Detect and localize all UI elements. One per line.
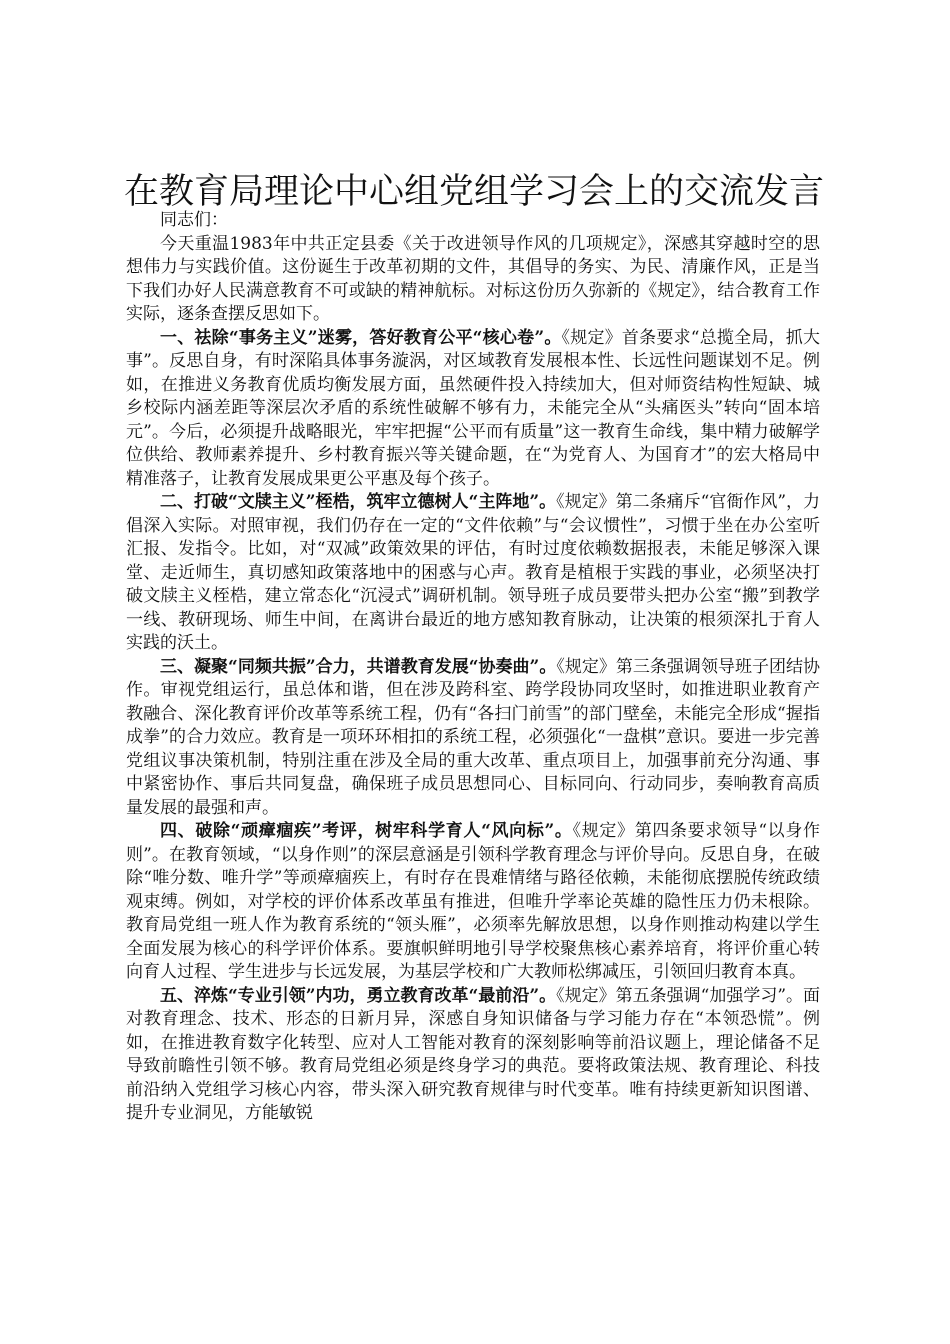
section-3-text: 《规定》第三条强调领导班子团结协作。审视党组运行，虽总体和谐，但在涉及跨科室、跨学段协同攻坚时，如推进职业教育产教融合、深化教育评价改革等系统工程，仍有“各扫门前雪”的部门壁垒，未能完全形成“握指成拳”的合力效应。教育是一项环环相扣的系统工程，必须强化“一盘棋”意识。要进一步完善党组议事决策机制，特别注重在涉及全局的重大改革、重点项目上，加强事前充分沟通、事中紧密协作、事后共同复盘，确保班子成员思想同心、目标同向、行动同步，奏响教育高质量发展的最强和声。 xyxy=(126,656,820,818)
section-4-heading: 四、破除“顽瘴痼疾”考评，树牢科学育人“风向标”。 xyxy=(160,821,573,841)
section-4-text: 《规定》第四条要求领导“以身作则”。在教育领域，“以身作则”的深层意涵是引领科学教育理念与评价导向。反思自身，在破除“唯分数、唯升学”等顽瘴痼疾上，有时存在畏难情绪与路径依赖，未能彻底摆脱传统政绩观束缚。例如，对学校的评价体系改革虽有推进，但唯升学率论英雄的隐性压力仍未根除。教育局党组一班人作为教育系统的“领头雁”，必须率先解放思想，以身作则推动构建以学生全面发展为核心的科学评价体系。要旗帜鲜明地引导学校聚焦核心素养培育，将评价重心转向育人过程、学生进步与长远发展，为基层学校和广大教师松绑减压，引领回归教育本真。 xyxy=(126,821,820,982)
section-5 xyxy=(126,985,820,1126)
section-1 xyxy=(126,327,820,492)
salutation: 同志们： xyxy=(160,210,228,230)
section-5-text: 《规定》第五条强调“加强学习”。面对教育理念、技术、形态的日新月异，深感自身知识储备与学习能力存在“本领恐慌”。例如，在推进教育数字化转型、应对人工智能对教育的深刻影响等前沿议题上，理论储备不足导致前瞻性引领不够。教育局党组必须是终身学习的典范。要将政策法规、教育理论、科技前沿纳入党组学习核心内容，带头深入研究教育规律与时代变革。唯有持续更新知识图谱、提升专业洞见，方能敏锐 xyxy=(126,985,821,1123)
section-1-text: 《规定》首条要求“总揽全局，抓大事”。反思自身，有时深陷具体事务漩涡，对区域教育发展根本性、长远性问题谋划不足。例如，在推进义务教育优质均衡发展方面，虽然硬件投入持续加大，但对师资结构性短缺、城乡校际内涵差距等深层次矛盾的系统性破解不够有力，未能完全从“头痛医头”转向“固本培元”。今后，必须提升战略眼光，牢牢把握“公平而有质量”这一教育生命线，集中精力破解学位供给、教师素养提升、乡村教育振兴等关键命题，在“为党育人、为国育才”的宏大格局中精准落子，让教育发展成果更公平惠及每个孩子。 xyxy=(126,327,820,489)
page-title: 在教育局理论中心组党组学习会上的交流发言 xyxy=(124,172,825,212)
section-2-heading: 二、打破“文牍主义”桎梏，筑牢立德树人“主阵地”。 xyxy=(160,492,557,512)
section-2 xyxy=(126,491,820,656)
section-4 xyxy=(126,820,820,985)
document-body xyxy=(126,209,820,1126)
intro-paragraph: 今天重温1983年中共正定县委《关于改进领导作风的几项规定》，深感其穿越时空的思想伟力与实践价值。这份诞生于改革初期的文件，其倡导的务实、为民、清廉作风，正是当下我们办好人民满意教育不可或缺的精神航标。对标这份历久弥新的《规定》，结合教育工作实际，逐条查摆反思如下。 xyxy=(126,233,820,324)
section-5-heading: 五、淬炼“专业引领”内功，勇立教育改革“最前沿”。 xyxy=(160,985,557,1006)
section-3-heading: 三、凝聚“同频共振”合力，共谱教育发展“协奏曲”。 xyxy=(160,656,557,677)
section-1-heading: 一、祛除“事务主义”迷雾，答好教育公平“核心卷”。 xyxy=(160,327,562,348)
section-3 xyxy=(126,656,820,821)
section-2-text: 《规定》第二条痛斥“官衙作风”，力倡深入实际。对照审视，我们仍存在一定的“文件依赖”与“会议惯性”，习惯于坐在办公室听汇报、发指令。比如，对“双减”政策效果的评估，有时过度依赖数据报表，未能足够深入课堂、走近师生，真切感知政策落地中的困惑与心声。教育是植根于实践的事业，必须坚决打破文牍主义桎梏，建立常态化“沉浸式”调研机制。领导班子成员要带头把办公室“搬”到教学一线、教研现场、师生中间，在离讲台最近的地方感知教育脉动，让决策的根须深扎于育人实践的沃土。 xyxy=(126,492,821,653)
